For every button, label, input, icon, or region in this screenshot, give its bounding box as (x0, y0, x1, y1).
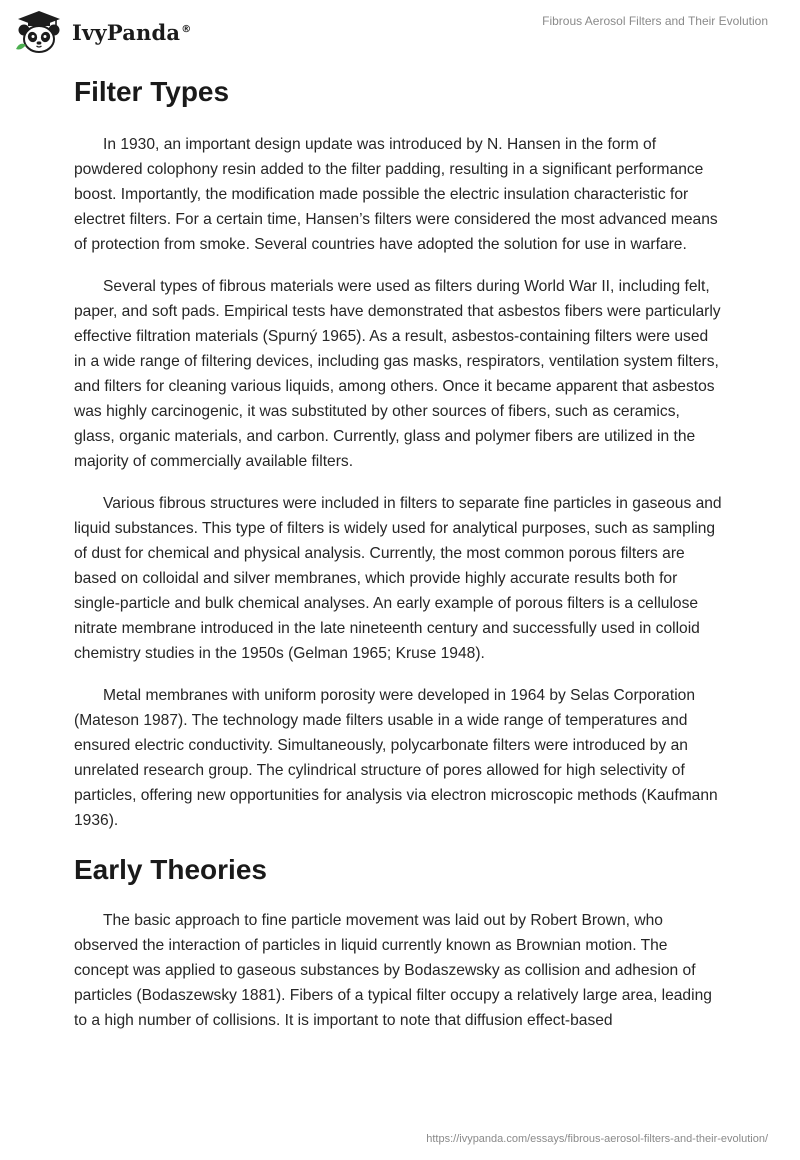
page-header (0, 0, 800, 64)
paragraph: Various fibrous structures were included in filters to separate fine particles in gaseous and liquid substances. This type of filters is widely used for analytical purposes, such as sampling of dust for chemical and physical analysis. Currently, the most common porous filters are based on colloidal and silver membranes, which provide highly accurate results both for single-particle and bulk chemical analyses. An early example of porous filters is a cellulose nitrate membrane introduced in the late nineteenth century and successfully used in colloid chemistry studies in the 1950s (Gelman 1965; Kruse 1948). (74, 495, 722, 662)
brand-logo[interactable] (14, 8, 191, 56)
paragraph: Several types of fibrous materials were used as filters during World War II, including felt, paper, and soft pads. Empirical tests have demonstrated that asbestos fibers were particularly effective filtration materials (Spurný 1965). As a result, asbestos-containing filters were used in a wide range of filtering devices, including gas masks, respirators, ventilation system filters, and filters for cleaning various liquids, among others. Once it became apparent that asbestos was highly carcinogenic, it was substituted by other sources of fibers, such as ceramics, glass, organic materials, and carbon. Currently, glass and polymer fibers are utilized in the majority of commercially available filters. (74, 278, 721, 470)
paragraph: The basic approach to fine particle movement was laid out by Robert Brown, who observed the interaction of particles in liquid currently known as Brownian motion. The concept was applied to gaseous substances by Bodaszewsky as collision and adhesion of particles (Bodaszewsky 1881). Fibers of a typical filter occupy a relatively large area, leading to a high number of collisions. It is important to note that diffusion effect-based (74, 912, 712, 1029)
document-title: Fibrous Aerosol Filters and Their Evolution (542, 14, 768, 28)
section-heading-filter-types: Filter Types (74, 76, 230, 107)
paragraph: Metal membranes with uniform porosity were developed in 1964 by Selas Corporation (Mateson 1987). The technology made filters usable in a wide range of temperatures and ensured electric conductivity. Simultaneously, polycarbonate filters were introduced by an unrelated research group. The cylindrical structure of pores allowed for high selectivity of particles, offering new opportunities for analysis via electron microscopic methods (Kaufmann 1936). (74, 687, 718, 829)
paragraph: In 1930, an important design update was introduced by N. Hansen in the form of powdered colophony resin added to the filter padding, resulting in a significant performance boost. Importantly, the modification made possible the electric insulation characteristic for electret filters. For a certain time, Hansen’s filters were considered the most advanced means of protection from smoke. Several countries have adopted the solution for use in warfare. (74, 136, 718, 253)
section-heading-early-theories: Early Theories (74, 854, 267, 885)
panda-graduate-icon (14, 9, 64, 55)
brand-name: IvyPanda® (72, 19, 192, 45)
source-url[interactable]: https://ivypanda.com/essays/fibrous-aerosol-filters-and-their-evolution/ (426, 1133, 768, 1145)
article-body (74, 70, 724, 1050)
